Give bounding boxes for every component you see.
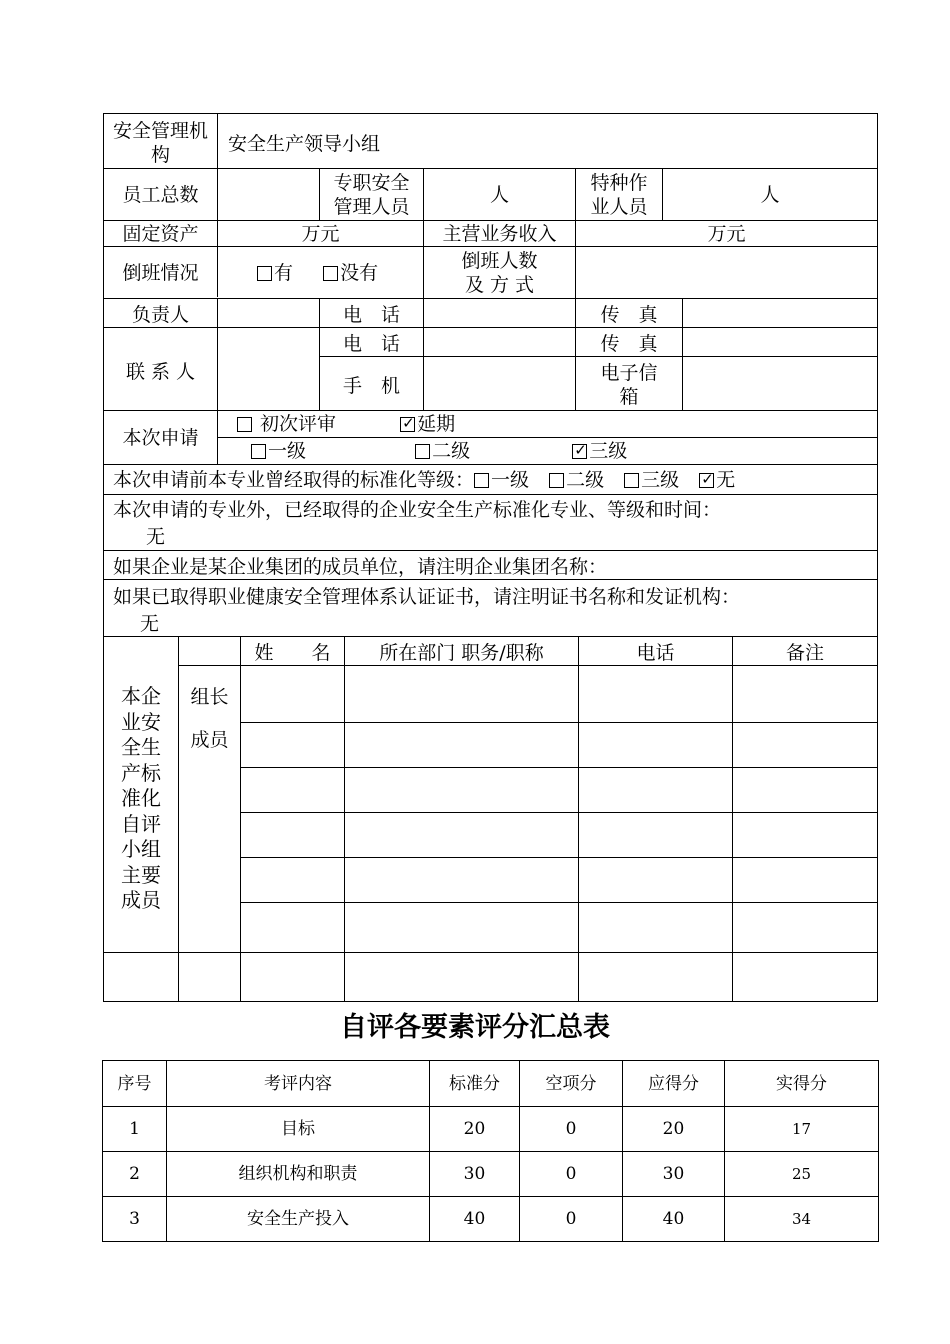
special-ops-label: 特种作 业人员 bbox=[590, 172, 648, 218]
summary-cell: 25 bbox=[791, 1165, 812, 1183]
summary-header-standard: 标准分 bbox=[449, 1074, 500, 1094]
leader-fax-label: 传 真 bbox=[600, 304, 658, 326]
mgmt-org-label: 安全管理机 构 bbox=[112, 120, 208, 166]
special-ops-unit: 人 bbox=[760, 184, 780, 206]
summary-cell: 3 bbox=[129, 1209, 140, 1229]
apply-level-options: 一级 二级 ✓ 三级 bbox=[251, 439, 627, 463]
extension-checkbox[interactable] bbox=[400, 417, 415, 432]
contact-phone-label: 电 话 bbox=[342, 333, 400, 355]
apply-level2-checkbox[interactable] bbox=[415, 444, 430, 459]
summary-title: 自评各要素评分汇总表 bbox=[340, 1012, 610, 1043]
other-specialty-value: 无 bbox=[146, 526, 166, 548]
leader-label: 负责人 bbox=[131, 304, 189, 326]
summary-cell: 30 bbox=[662, 1164, 685, 1184]
summary-header-actual: 实得分 bbox=[776, 1074, 827, 1094]
summary-cell: 40 bbox=[463, 1209, 486, 1229]
summary-cell: 0 bbox=[565, 1119, 577, 1139]
summary-header-empty: 空项分 bbox=[545, 1074, 597, 1094]
revenue-label: 主营业务收入 bbox=[442, 223, 557, 245]
team-label: 本企 业安 全生 产标 准化 自评 小组 主要 成员 bbox=[121, 684, 161, 912]
summary-cell: 2 bbox=[129, 1164, 140, 1184]
revenue-unit: 万元 bbox=[707, 223, 746, 245]
summary-cell: 30 bbox=[463, 1164, 486, 1184]
shift-label: 倒班情况 bbox=[122, 262, 199, 284]
other-specialty-text: 本次申请的专业外，已经取得的企业安全生产标准化专业、等级和时间： bbox=[113, 499, 722, 521]
summary-cell: 1 bbox=[129, 1119, 140, 1139]
summary-cell: 组织机构和职责 bbox=[238, 1164, 358, 1184]
apply-type-options: 初次评审 ✓ 延期 bbox=[237, 412, 455, 436]
apply-level1-checkbox[interactable] bbox=[251, 444, 266, 459]
apply-label: 本次申请 bbox=[122, 427, 199, 449]
team-header-name: 姓 名 bbox=[254, 642, 331, 664]
summary-cell: 17 bbox=[791, 1120, 812, 1138]
prior-none-checkbox[interactable] bbox=[699, 473, 714, 488]
summary-header-due: 应得分 bbox=[648, 1074, 699, 1094]
shift-people-label: 倒班人数 及 方 式 bbox=[461, 250, 538, 296]
fixed-assets-unit: 万元 bbox=[301, 223, 340, 245]
leader-phone-label: 电 话 bbox=[342, 304, 400, 326]
email-label: 电子信 箱 bbox=[600, 362, 658, 408]
team-leader-label: 组长 bbox=[190, 686, 229, 708]
fulltime-safety-label: 专职安全 管理人员 bbox=[333, 172, 410, 218]
summary-cell: 20 bbox=[662, 1119, 685, 1139]
team-header-phone: 电话 bbox=[636, 642, 675, 664]
group-text: 如果企业是某企业集团的成员单位，请注明企业集团名称： bbox=[113, 556, 608, 578]
mgmt-org-value: 安全生产领导小组 bbox=[228, 133, 381, 155]
staff-total-label: 员工总数 bbox=[122, 184, 199, 206]
summary-cell: 34 bbox=[791, 1210, 812, 1228]
team-header-note: 备注 bbox=[785, 642, 824, 664]
team-header-dept: 所在部门 职务/职称 bbox=[379, 642, 544, 664]
prior-level1-checkbox[interactable] bbox=[474, 473, 489, 488]
fulltime-safety-unit: 人 bbox=[489, 184, 509, 206]
prior-grade-row: 本次申请前本专业曾经取得的标准化等级： 一级 二级 三级 ✓ 无 bbox=[113, 468, 735, 492]
shift-options: 有 没有 bbox=[257, 261, 378, 285]
summary-header-content: 考评内容 bbox=[264, 1074, 332, 1094]
fixed-assets-label: 固定资产 bbox=[122, 223, 199, 245]
contact-fax-label: 传 真 bbox=[600, 333, 658, 355]
shift-no-checkbox[interactable] bbox=[323, 266, 338, 281]
summary-cell: 安全生产投入 bbox=[247, 1209, 349, 1229]
prior-level2-checkbox[interactable] bbox=[549, 473, 564, 488]
summary-header-index: 序号 bbox=[117, 1074, 152, 1094]
summary-cell: 20 bbox=[463, 1119, 486, 1139]
contact-label: 联 系 人 bbox=[125, 361, 196, 383]
summary-cell: 目标 bbox=[281, 1119, 315, 1139]
summary-cell: 0 bbox=[565, 1209, 577, 1229]
ohs-cert-value: 无 bbox=[140, 613, 160, 635]
ohs-cert-text: 如果已取得职业健康安全管理体系认证证书，请注明证书名称和发证机构： bbox=[113, 586, 741, 608]
summary-cell: 0 bbox=[565, 1164, 577, 1184]
prior-level3-checkbox[interactable] bbox=[624, 473, 639, 488]
shift-yes-checkbox[interactable] bbox=[257, 266, 272, 281]
team-member-label: 成员 bbox=[190, 729, 229, 751]
first-review-checkbox[interactable] bbox=[237, 417, 252, 432]
mobile-label: 手 机 bbox=[342, 375, 400, 397]
summary-cell: 40 bbox=[662, 1209, 685, 1229]
apply-level3-checkbox[interactable] bbox=[572, 444, 587, 459]
